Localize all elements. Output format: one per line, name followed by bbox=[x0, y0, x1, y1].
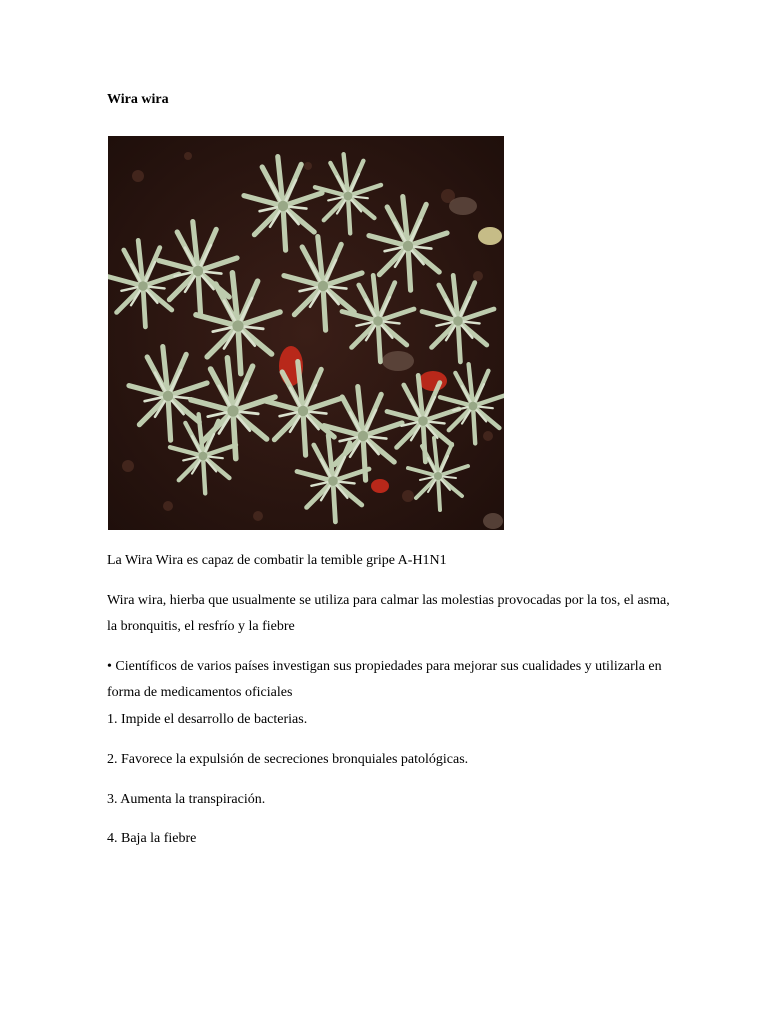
bullet-paragraph: • Científicos de varios países investigan sus propiedades para mejorar sus cualidades y utilizarla en forma de medicamentos oficiales bbox=[107, 659, 662, 700]
list-item: 2. Favorece la expulsión de secreciones bronquiales patológicas. bbox=[107, 752, 469, 767]
intro-paragraph: Wira wira, hierba que usualmente se utiliza para calmar las molestias provocadas por la tos, el asma, la bronquitis, el resfrío y la fiebre bbox=[107, 593, 670, 634]
image-caption: La Wira Wira es capaz de combatir la temible gripe A-H1N1 bbox=[107, 553, 447, 568]
document-title: Wira wira bbox=[107, 92, 169, 107]
list-item: 4. Baja la fiebre bbox=[107, 831, 197, 846]
list-item: 1. Impide el desarrollo de bacterias. bbox=[107, 712, 308, 727]
wira-wira-plant-photo bbox=[108, 136, 504, 530]
list-item: 3. Aumenta la transpiración. bbox=[107, 792, 266, 807]
